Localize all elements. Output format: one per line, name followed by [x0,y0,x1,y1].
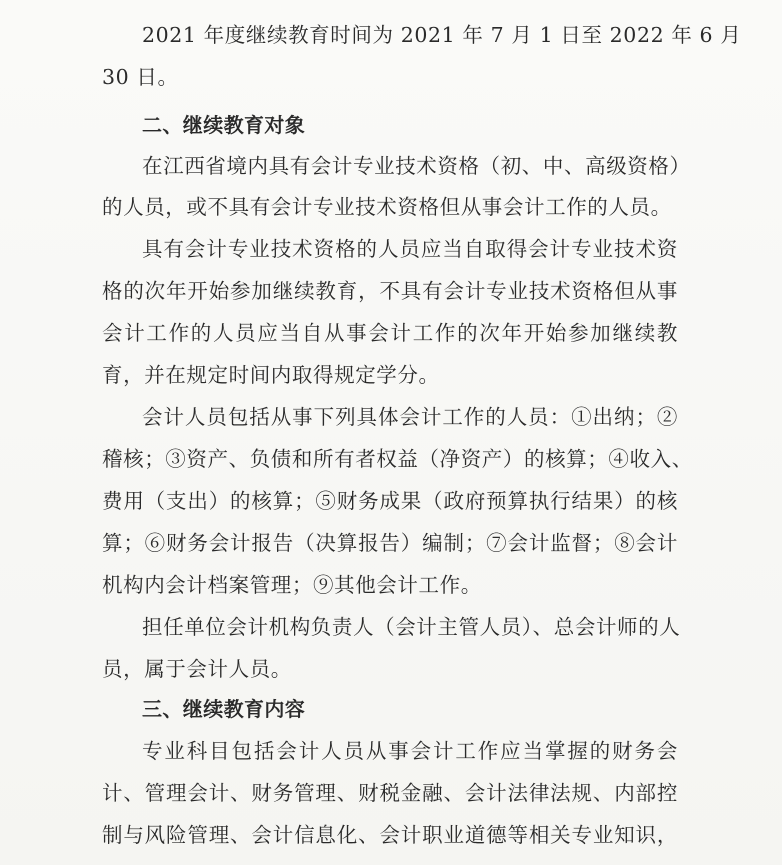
line-heads-2: 员，属于会计人员。 [102,657,292,681]
line-content-2: 计、管理会计、财务管理、财税金融、会计法律法规、内部控 [102,781,678,805]
line-accountants-2: 稽核；③资产、负债和所有者权益（净资产）的核算；④收入、 [102,447,693,471]
line-content-1: 专业科目包括会计人员从事会计工作应当掌握的财务会 [142,739,678,763]
line-targets-1: 在江西省境内具有会计专业技术资格（初、中、高级资格） [142,154,691,178]
line-accountants-3: 费用（支出）的核算；⑤财务成果（政府预算执行结果）的核 [102,489,678,513]
line-accountants-5: 机构内会计档案管理；⑨其他会计工作。 [102,573,482,597]
line-targets-2: 的人员，或不具有会计专业技术资格但从事会计工作的人员。 [102,195,672,219]
line-start-2: 格的次年开始参加继续教育，不具有会计专业技术资格但从事 [102,279,678,303]
line-period-end: 30 日。 [102,65,179,89]
line-heads-1: 担任单位会计机构负责人（会计主管人员）、总会计师的人 [142,615,681,639]
line-start-3: 会计工作的人员应当自从事会计工作的次年开始参加继续教 [102,321,678,345]
line-accountants-1: 会计人员包括从事下列具体会计工作的人员：①出纳；② [142,405,678,429]
line-accountants-4: 算；⑥财务会计报告（决算报告）编制；⑦会计监督；⑧会计 [102,531,678,555]
line-continuing-education-period: 2021 年度继续教育时间为 2021 年 7 月 1 日至 2022 年 6 月 [142,23,742,47]
line-content-3: 制与风险管理、会计信息化、会计职业道德等相关专业知识， [102,823,678,847]
line-start-4: 育，并在规定时间内取得规定学分。 [102,363,440,387]
line-start-1: 具有会计专业技术资格的人员应当自取得会计专业技术资 [142,237,678,261]
section-heading-content: 三、继续教育内容 [142,697,306,721]
section-heading-targets: 二、继续教育对象 [142,113,306,137]
